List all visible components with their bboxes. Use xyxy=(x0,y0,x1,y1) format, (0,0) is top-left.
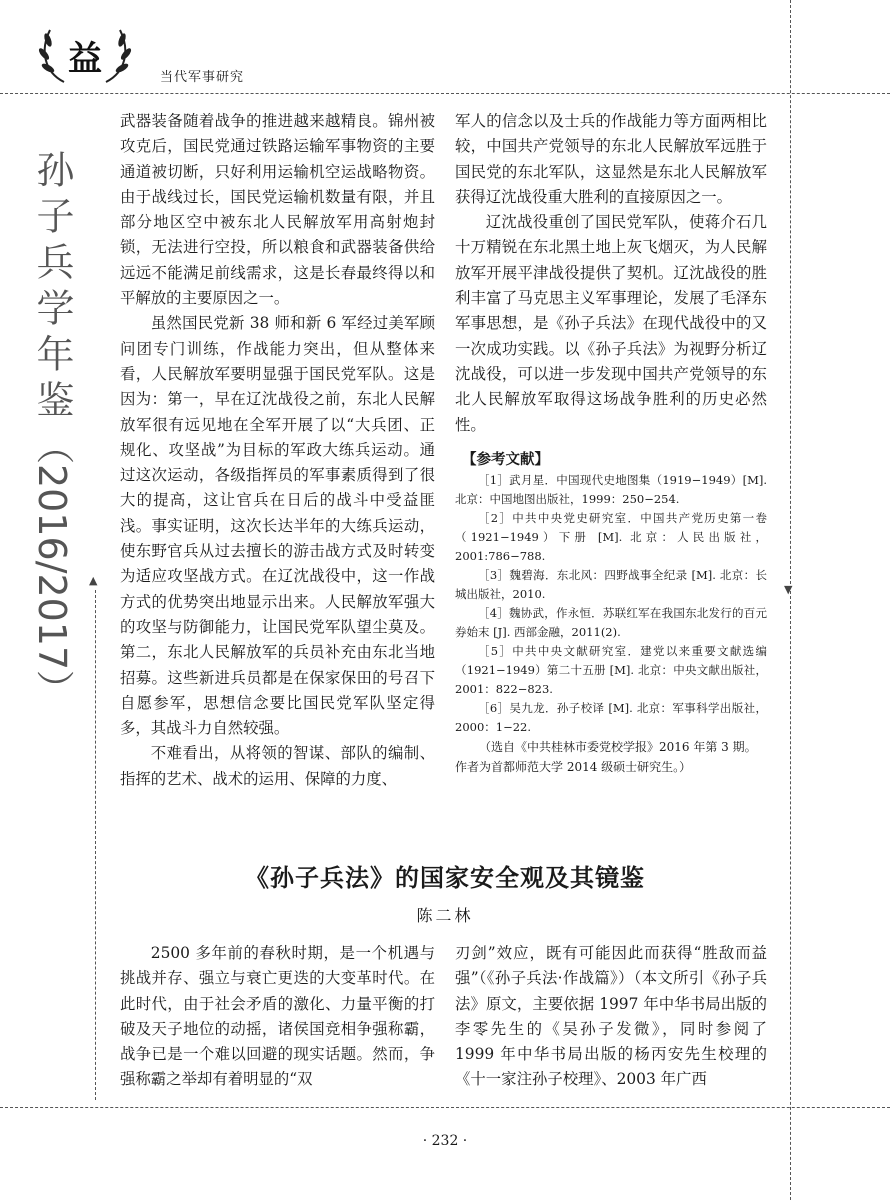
paragraph: 虽然国民党新 38 师和新 6 军经过美军顾问团专门训练，作战能力突出，但从整体来看，人民解放军要明显强于国民党军队。这是因为：第一，早在辽沈战役之前，东北人民解放军很有远见地在全军开展了以“大兵团、正规化、攻坚战”为目标的军政大练兵运动。通过这次运动，各级指挥员的军事素质得到了很大的提高，这让官兵在日后的战斗中受益匪浅。事实证明，这次长达半年的大练兵运动，使东野官兵从过去擅长的游击战方式及时转变为适应攻坚战方式。在辽沈战役中，这一作战方式的优势突出地显示出来。人民解放军强大的攻坚与防御能力，让国民党军队望尘莫及。第二，东北人民解放军的兵员补充由东北当地招募。这些新进兵员都是在保家保田的号召下自愿参军，思想信念要比国民党军队坚定得多，其战斗力自然较强。 xyxy=(120,314,435,738)
reference-item: ［1］武月星．中国现代史地图集（1919−1949）[M]. 北京：中国地图出版社，1999：250−254. xyxy=(455,473,767,506)
yearbook-side-title xyxy=(20,150,80,708)
article-title: 《孙子兵法》的国家安全观及其镜鉴 xyxy=(245,863,645,892)
yearbook-year: （2016/2017） xyxy=(30,426,74,709)
left-margin-line xyxy=(95,590,96,1100)
reference-item: ［5］中共中央文献研究室．建党以来重要文献选编（1921−1949）第二十五册 [M]. 北京：中央文献出版社，2001：822−823. xyxy=(455,644,767,696)
reference-item: ［4］魏协武，作永恒．苏联红军在我国东北发行的百元券始末 [J]. 西部金融，2011(2). xyxy=(455,606,767,639)
left-arrow-icon: ▲ xyxy=(89,574,98,587)
paragraph: 2500 多年前的春秋时期，是一个机遇与挑战并存、强立与衰亡更迭的大变革时代。在此时代，由于社会矛盾的激化、力量平衡的打破及天子地位的动摇，诸侯国竞相争强称霸，战争已是一个难以回避的现实话题。然而，争强称霸之举却有着明显的“双 xyxy=(120,944,435,1089)
right-margin-line xyxy=(790,0,791,1200)
paragraph: 军人的信念以及士兵的作战能力等方面两相比较，中国共产党领导的东北人民解放军远胜于国民党的东北军队，这显然是东北人民解放军获得辽沈战役重大胜利的直接原因之一。 xyxy=(455,112,767,206)
reference-item: ［3］魏碧海．东北风：四野战事全纪录 [M]. 北京：长城出版社，2010. xyxy=(455,568,767,601)
journal-name: 当代军事研究 xyxy=(160,70,245,85)
paragraph: 不难看出，从将领的智谋、部队的编制、指挥的艺术、战术的运用、保障的力度、 xyxy=(120,744,435,788)
article-author: 陈二林 xyxy=(416,906,474,925)
source-note: （选自《中共桂林市委党校学报》2016 年第 3 期。作者为首都师范大学 2014 级硕士研究生。） xyxy=(455,740,757,774)
header-divider xyxy=(0,93,890,94)
right-arrow-icon: ▼ xyxy=(784,583,793,596)
article2-left-column xyxy=(120,941,435,1093)
yearbook-name: 孙子兵学年鉴 xyxy=(30,150,74,426)
article1-right-column xyxy=(455,109,767,438)
reference-item: ［2］中共中央党史研究室．中国共产党历史第一卷（1921−1949）下册 [M]. 北京：人民出版社，2001:786−788. xyxy=(455,511,767,563)
page-number: · 232 · xyxy=(422,1133,468,1149)
article2-right-column xyxy=(455,941,767,1093)
paragraph: 刃剑”效应，既有可能因此而获得“胜敌而益强”（《孙子兵法·作战篇》）（本文所引《孙子兵法》原文，主要依据 1997 年中华书局出版的李零先生的《吴孙子发微》，同时参阅了 1999 年中华书局出版的杨丙安先生校理的《十一家注孙子校理》、2003 年广西 xyxy=(455,944,767,1089)
paragraph: 武器装备随着战争的推进越来越精良。锦州被攻克后，国民党通过铁路运输军事物资的主要通道被切断，只好利用运输机空运战略物资。由于战线过长，国民党运输机数量有限，并且部分地区空中被东北人民解放军用高射炮封锁，无法进行空投，所以粮食和武器装备供给远远不能满足前线需求，这是长春最终得以和平解放的主要原因之一。 xyxy=(120,112,435,308)
journal-logo xyxy=(30,20,140,90)
references-heading: 【参考文献】 xyxy=(462,452,549,468)
article1-left-column xyxy=(120,109,435,792)
references-list xyxy=(455,471,767,737)
logo-emblem: 益 xyxy=(68,39,102,79)
reference-item: ［6］吴九龙．孙子校译 [M]. 北京：军事科学出版社，2000：1−22. xyxy=(455,701,767,734)
paragraph: 辽沈战役重创了国民党军队，使蒋介石几十万精锐在东北黑土地上灰飞烟灭，为人民解放军开展平津战役提供了契机。辽沈战役的胜利丰富了马克思主义军事理论，发展了毛泽东军事思想，是《孙子兵法》在现代战役中的又一次成功实践。以《孙子兵法》为视野分析辽沈战役，可以进一步发现中国共产党领导的东北人民解放军取得这场战争胜利的历史必然性。 xyxy=(455,213,767,434)
footer-divider xyxy=(0,1107,890,1108)
